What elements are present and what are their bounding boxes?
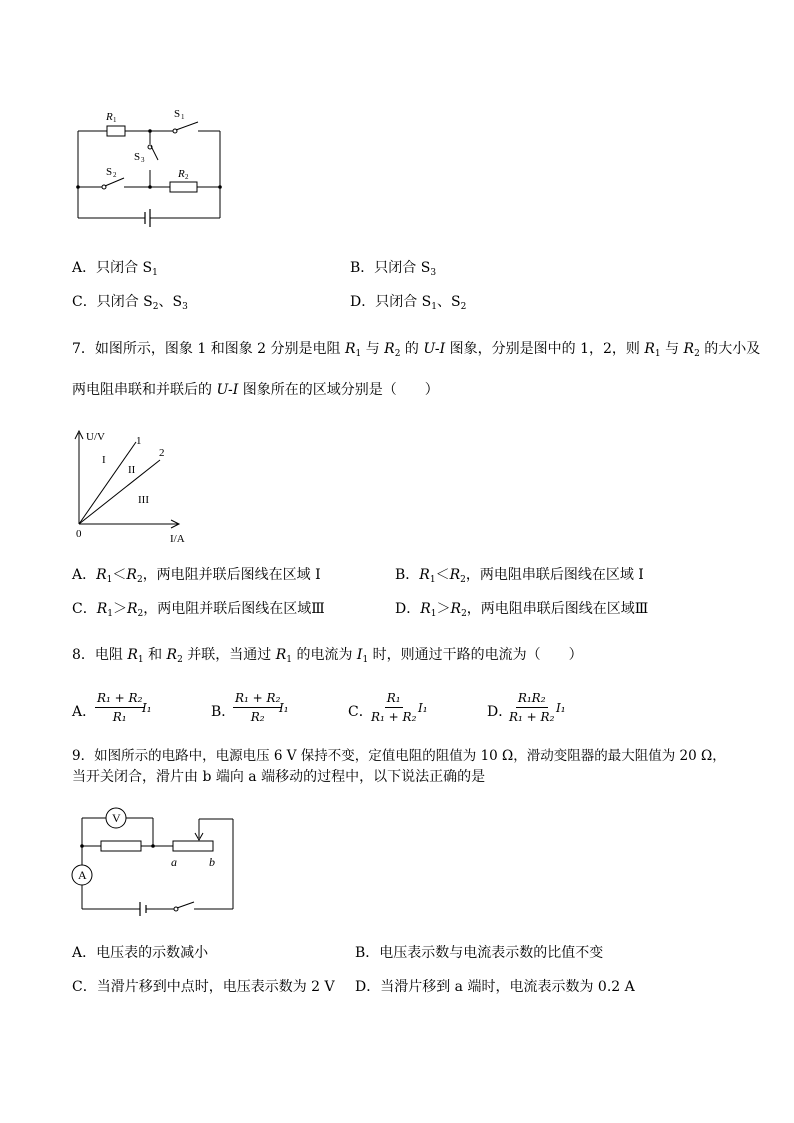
svg-text:3: 3 — [141, 156, 145, 164]
graph-line-2 — [79, 460, 160, 524]
q8-option-d-fraction: $\frac{\text{R₁R₂}}{\text{R₁ + R₂}}$ — [509, 691, 555, 724]
q7-option-d[interactable]: D．$R_1>R_2$，两电阻串联后图线在区域Ⅲ — [395, 601, 649, 619]
q9-stem-line1: 9．如图所示的电路中，电源电压 6 V 保持不变，定值电阻的阻值为 10 Ω，滑动变阻器的最大阻值为 20 Ω， — [72, 748, 726, 764]
svg-text:1: 1 — [181, 113, 185, 121]
line2-label: 2 — [159, 447, 165, 459]
q8-option-b-label[interactable]: B． — [211, 704, 236, 720]
switch-s3 — [151, 146, 158, 160]
q6-circuit-diagram — [70, 100, 230, 230]
q9-option-d[interactable]: D．当滑片移到 a 端时，电流表示数为 0.2 A — [355, 979, 635, 995]
x-axis-label: I/A — [170, 533, 185, 545]
q8-option-c-label[interactable]: C． — [348, 704, 373, 720]
q9-circuit-diagram — [68, 805, 243, 915]
label-s2: S — [106, 166, 113, 178]
q6-option-b[interactable]: B．只闭合 $S_3$ — [350, 260, 437, 278]
q8-stem: 8．电阻 $R_1$ 和 $R_2$ 并联，当通过 $R_1$ 的电流为 $I_1$ 时，则通过干路的电流为（ ） — [72, 647, 583, 665]
q6-option-c[interactable]: C．只闭合 $S_2$、$S_3$ — [72, 294, 188, 312]
origin-label: 0 — [76, 528, 82, 540]
fixed-resistor — [101, 841, 141, 851]
svg-text:2: 2 — [113, 171, 117, 179]
line1-label: 1 — [136, 435, 142, 447]
label-r2: R — [178, 168, 185, 180]
q7-stem-line1: 7．如图所示，图象 1 和图象 2 分别是电阻 $R_1$ 与 $R_2$ 的 U-I 图象，分别是图中的 1，2，则 $R_1$ 与 $R_2$ 的大小及 — [72, 341, 761, 359]
label-r1: R — [106, 111, 113, 123]
region-1-label: I — [102, 454, 106, 466]
end-a-label: a — [171, 855, 177, 869]
voltmeter-label: V — [112, 811, 121, 825]
q8-option-b-current: I₁ — [279, 701, 289, 715]
svg-text:2: 2 — [185, 173, 189, 181]
q8-option-a-fraction: $\frac{\text{R₁ + R₂}}{\text{R₁}}$ — [97, 691, 143, 724]
q8-option-a-label[interactable]: A． — [72, 704, 97, 720]
q8-option-d-current: I₁ — [556, 701, 566, 715]
label-s1: S — [174, 108, 181, 120]
q9-stem-line2: 当开关闭合，滑片由 b 端向 a 端移动的过程中，以下说法正确的是 — [72, 769, 486, 785]
q8-option-a-current: I₁ — [142, 701, 152, 715]
q9-option-c[interactable]: C．当滑片移到中点时，电压表示数为 2 V — [72, 979, 335, 995]
q7-stem-line2: 两电阻串联和并联后的 U-I 图象所在的区域分别是（ ） — [72, 382, 439, 398]
y-axis-label: U/V — [86, 431, 105, 443]
q6-option-a[interactable]: A．只闭合 $S_1$ — [72, 260, 158, 278]
svg-text:1: 1 — [113, 116, 117, 124]
q7-option-c[interactable]: C．$R_1>R_2$，两电阻并联后图线在区域Ⅲ — [72, 601, 325, 619]
region-3-label: III — [138, 494, 149, 506]
q8-option-c-fraction: $\frac{\text{R₁}}{\text{R₁ + R₂}}$ — [371, 691, 417, 724]
graph-line-1 — [79, 442, 136, 524]
q8-option-d-label[interactable]: D． — [487, 704, 513, 720]
q8-option-b-fraction: $\frac{\text{R₁ + R₂}}{\text{R₂}}$ — [235, 691, 281, 724]
switch-s2 — [105, 178, 124, 186]
q6-option-d[interactable]: D．只闭合 $S_1$、$S_2$ — [350, 294, 467, 312]
label-s3: S — [134, 151, 141, 163]
q9-option-b[interactable]: B．电压表示数与电流表示数的比值不变 — [355, 945, 604, 961]
q7-option-a[interactable]: A．$R_1<R_2$，两电阻并联后图线在区域 I — [72, 567, 321, 585]
region-2-label: II — [128, 464, 136, 476]
q8-option-c-current: I₁ — [418, 701, 428, 715]
ammeter-label: A — [78, 868, 87, 882]
slide-rheostat — [173, 841, 213, 851]
resistor-r2 — [170, 182, 197, 192]
q7-option-b[interactable]: B．$R_1<R_2$，两电阻串联后图线在区域 I — [395, 567, 644, 585]
end-b-label: b — [209, 855, 215, 869]
resistor-r1 — [107, 126, 125, 136]
q9-option-a[interactable]: A．电压表的示数减小 — [72, 945, 209, 961]
q7-ui-graph — [70, 425, 190, 545]
switch-s1 — [176, 122, 198, 130]
switch — [177, 902, 194, 908]
